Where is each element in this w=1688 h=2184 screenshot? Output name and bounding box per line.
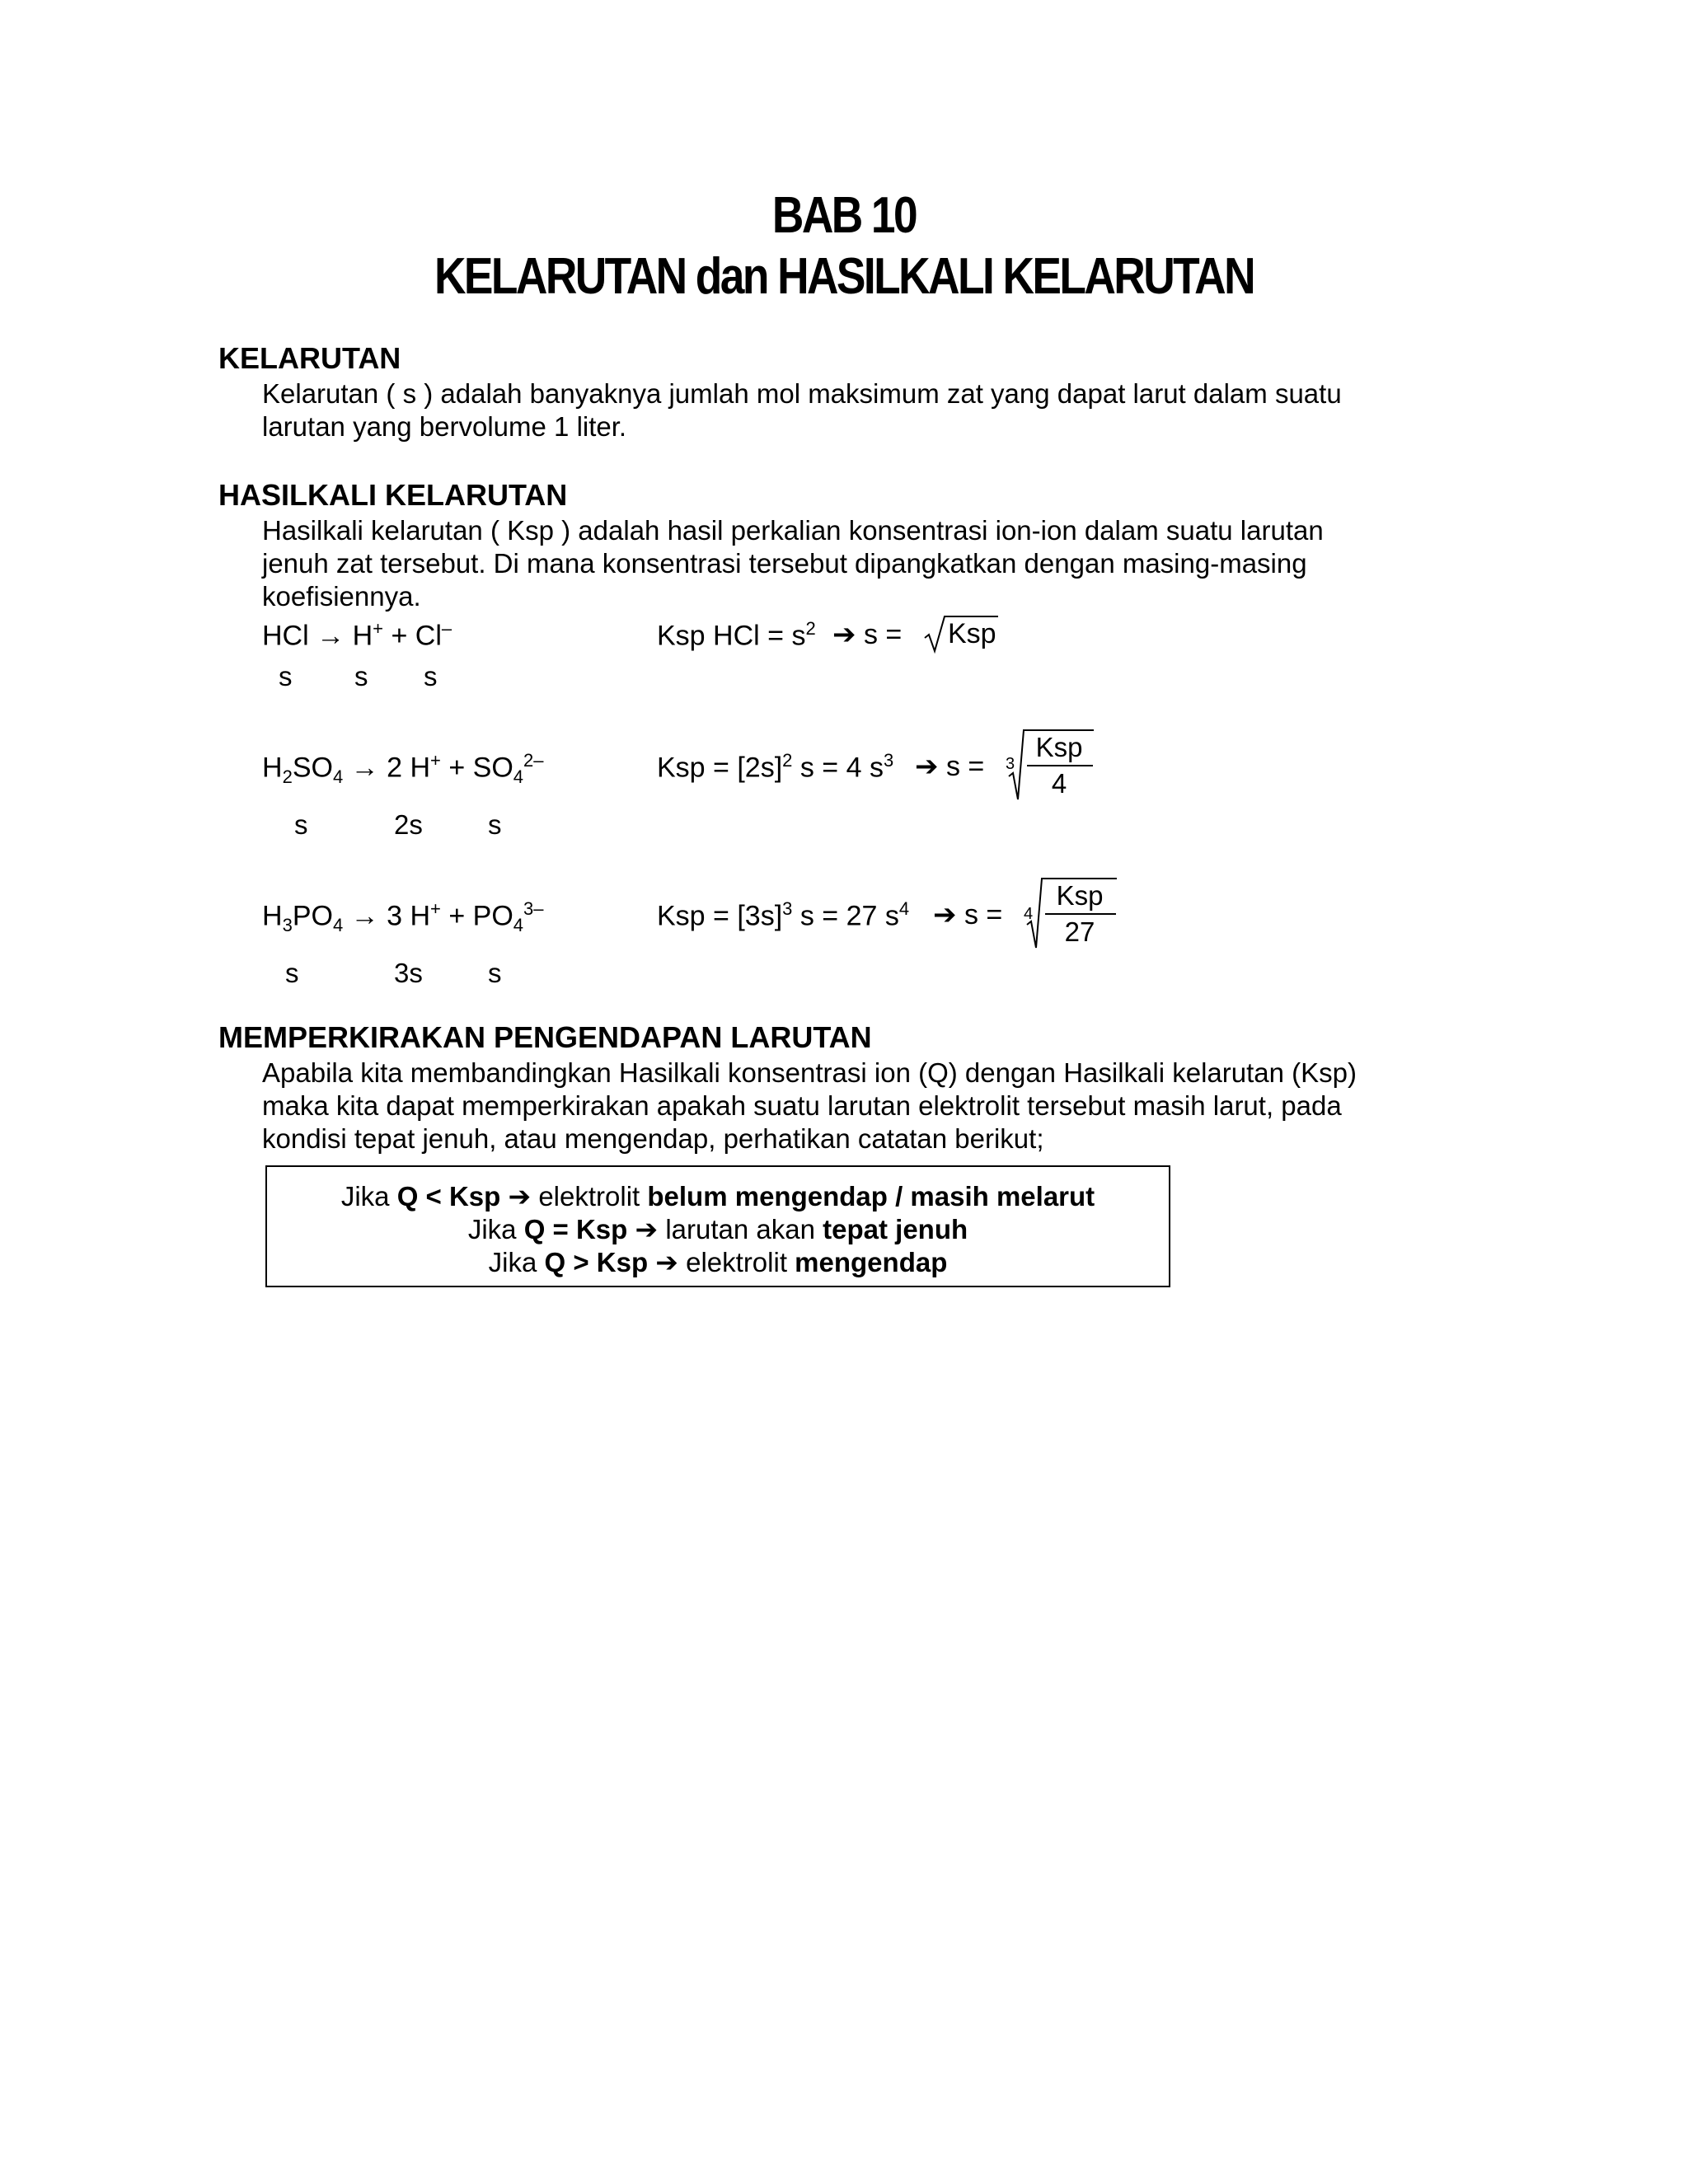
arrow-icon: →	[350, 752, 379, 784]
fourth-root	[1022, 877, 1129, 951]
square-root	[923, 613, 997, 654]
formula-text: PO	[472, 900, 513, 932]
arrow-icon: ➔	[627, 1214, 666, 1244]
subscript: 4	[332, 915, 344, 936]
rules-box	[265, 1165, 1170, 1287]
rule-line	[267, 1246, 1169, 1278]
stoich-s: s	[279, 661, 293, 691]
rule-line	[267, 1213, 1169, 1245]
arrow-icon: →	[350, 900, 379, 932]
rule-condition: Q > Ksp	[544, 1247, 649, 1277]
plus-sign: +	[448, 752, 466, 784]
charge: 3–	[523, 898, 544, 919]
charge: +	[373, 618, 383, 639]
formula-text: s =	[863, 619, 903, 650]
exponent: 2	[782, 750, 793, 771]
plus-sign: +	[448, 900, 466, 932]
stoich-s: s	[424, 661, 438, 691]
result-h3po4	[933, 898, 1002, 931]
subscript: 4	[513, 915, 524, 936]
formula-text: SO	[472, 752, 513, 784]
formula-text: s = 4 s	[799, 752, 884, 784]
exponent: 2	[805, 618, 816, 639]
paragraph-line: Apabila kita membandingkan Hasilkali konsentrasi ion (Q) dengan Hasilkali kelarutan (Ksp)	[262, 1057, 1357, 1088]
rule-result: belum mengendap / masih melarut	[647, 1181, 1095, 1212]
radical-sign-icon	[1022, 877, 1043, 951]
result-h2so4	[915, 750, 984, 783]
rule-text: Jika	[488, 1247, 545, 1277]
rule-text: elektrolit	[686, 1247, 795, 1277]
formula-text: s = 27 s	[799, 900, 899, 932]
section-heading-pengendapan: MEMPERKIRAKAN PENGENDAPAN LARUTAN	[218, 1020, 872, 1054]
rule-condition: Q < Ksp	[396, 1181, 501, 1212]
arrow-icon: ➔	[648, 1247, 687, 1277]
radical-sign-icon	[923, 613, 948, 654]
ksp-hcl	[657, 618, 816, 652]
rule-text: larutan akan	[665, 1214, 823, 1244]
formula-text: H	[352, 620, 373, 652]
fraction-bar	[1027, 765, 1093, 766]
rule-text: Jika	[340, 1181, 397, 1212]
fraction-denominator: 4	[1051, 768, 1067, 799]
ksp-h3po4	[657, 898, 909, 932]
stoich-s: s	[294, 809, 308, 840]
rule-result: tepat jenuh	[823, 1214, 968, 1244]
arrow-icon: ➔	[933, 899, 957, 930]
charge: +	[430, 750, 441, 771]
paragraph-line: jenuh zat tersebut. Di mana konsentrasi tersebut dipangkatkan dengan masing-masing	[262, 548, 1307, 579]
paragraph-line: koefisiennya.	[262, 581, 421, 612]
formula-text: s =	[945, 751, 985, 782]
subscript: 2	[282, 766, 293, 788]
stoich-s: s	[488, 958, 502, 988]
charge: 2–	[523, 750, 544, 771]
formula-text: Ksp = [2s]	[657, 752, 783, 784]
reaction-hcl	[262, 618, 452, 652]
formula-text: Ksp = [3s]	[657, 900, 783, 932]
rule-line	[267, 1180, 1169, 1212]
formula-text: s =	[964, 899, 1003, 930]
paragraph-line: Kelarutan ( s ) adalah banyaknya jumlah mol maksimum zat yang dapat larut dalam suatu	[262, 378, 1342, 409]
radical-sign-icon	[1004, 729, 1025, 803]
root-index: 3	[1006, 755, 1015, 773]
paragraph-line: kondisi tepat jenuh, atau mengendap, perhatikan catatan berikut;	[262, 1123, 1044, 1154]
formula-text: 3 H	[387, 900, 431, 932]
subscript: 3	[282, 915, 293, 936]
reaction-h2so4	[262, 750, 544, 788]
subscript: 4	[332, 766, 344, 788]
arrow-icon: ➔	[832, 619, 856, 650]
fraction-numerator: Ksp	[1056, 880, 1104, 911]
chapter-number: BAB 10	[771, 187, 917, 244]
fraction-denominator: 27	[1064, 916, 1095, 947]
section-heading-kelarutan: KELARUTAN	[218, 341, 401, 375]
arrow-icon: ➔	[915, 751, 939, 782]
rule-result: mengendap	[795, 1247, 948, 1277]
formula-text: HCl	[262, 620, 309, 652]
plus-sign: +	[391, 620, 408, 652]
chapter-title: KELARUTAN dan HASILKALI KELARUTAN	[434, 248, 1254, 305]
section-heading-hasilkali: HASILKALI KELARUTAN	[218, 478, 568, 512]
rule-text: elektrolit	[538, 1181, 648, 1212]
formula-text: Ksp HCl = s	[657, 620, 806, 652]
formula-text: PO	[292, 900, 333, 932]
stoich-s: s	[488, 809, 502, 840]
formula-text: H	[262, 900, 283, 932]
arrow-icon: ➔	[500, 1181, 539, 1212]
root-index: 4	[1024, 905, 1034, 923]
exponent: 4	[898, 898, 910, 919]
formula-text: 2 H	[387, 752, 431, 784]
charge: +	[430, 898, 441, 919]
paragraph-line: maka kita dapat memperkirakan apakah suatu larutan elektrolit tersebut masih larut, pada	[262, 1090, 1342, 1121]
fraction-bar	[1045, 913, 1116, 915]
exponent: 3	[883, 750, 894, 771]
formula-text: SO	[292, 752, 333, 784]
root-content: Ksp	[948, 618, 996, 649]
reaction-h3po4	[262, 898, 544, 936]
paragraph-line: Hasilkali kelarutan ( Ksp ) adalah hasil perkalian konsentrasi ion-ion dalam suatu larutan	[262, 515, 1324, 546]
stoich-s: s	[354, 661, 368, 691]
cube-root	[1004, 729, 1103, 803]
formula-text: H	[262, 752, 283, 784]
paragraph-line: larutan yang bervolume 1 liter.	[262, 411, 627, 442]
charge: –	[441, 618, 452, 639]
ksp-h2so4	[657, 750, 893, 784]
formula-text: Cl	[415, 620, 442, 652]
exponent: 3	[782, 898, 793, 919]
stoich-s: s	[285, 958, 299, 988]
subscript: 4	[513, 766, 524, 788]
stoich-s: 3s	[394, 958, 423, 988]
rule-condition: Q = Ksp	[523, 1214, 628, 1244]
arrow-icon: →	[316, 620, 345, 652]
result-hcl	[832, 618, 902, 651]
fraction-numerator: Ksp	[1035, 732, 1083, 762]
stoich-s: 2s	[394, 809, 423, 840]
rule-text: Jika	[467, 1214, 524, 1244]
